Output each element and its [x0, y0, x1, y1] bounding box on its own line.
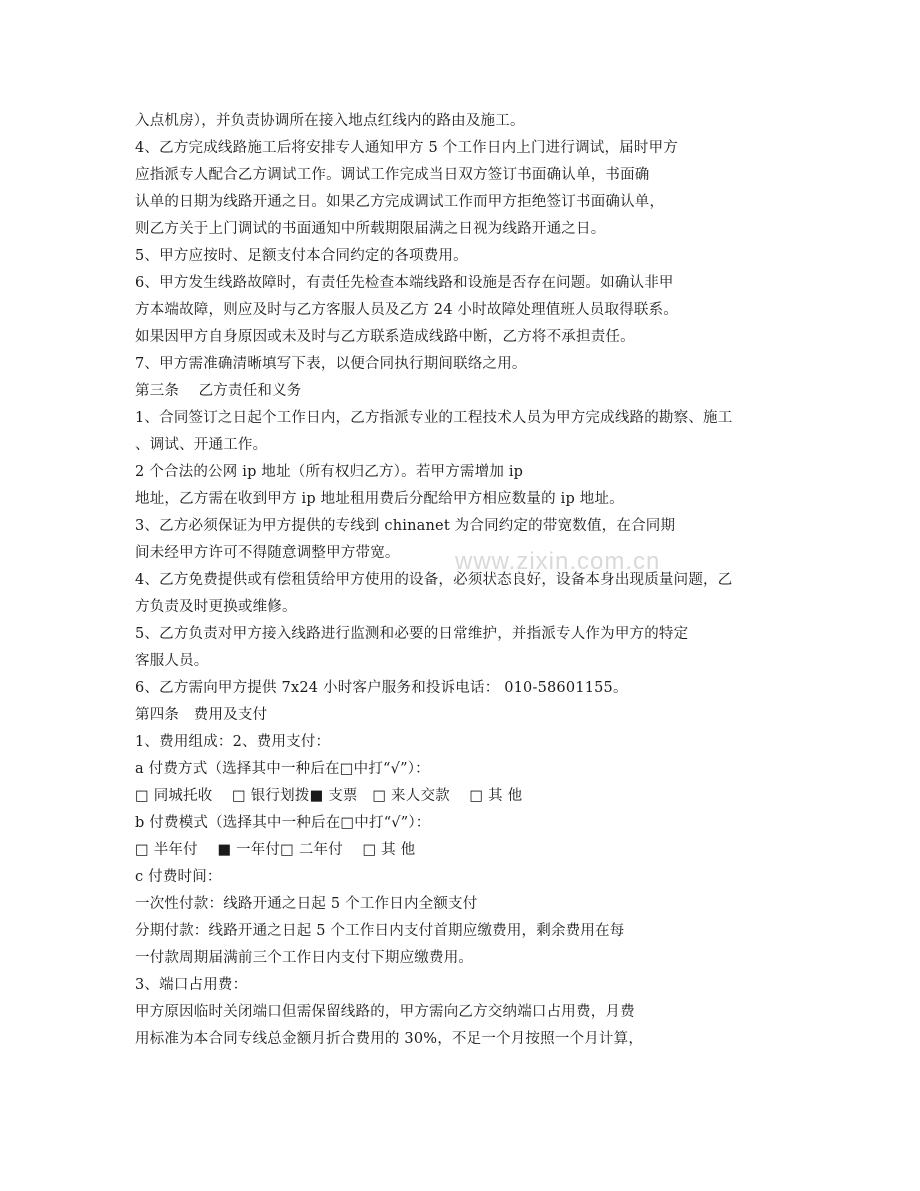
- document-body: [135, 108, 795, 1053]
- text-line: 地址，乙方需在收到甲方 ip 地址租用费后分配给甲方相应数量的 ip 地址。: [135, 491, 624, 507]
- text-line: 应指派专人配合乙方调试工作。调试工作完成当日双方签订书面确认单，书面确: [135, 167, 650, 183]
- text-line: 6、甲方发生线路故障时，有责任先检查本端线路和设施是否存在问题。如确认非甲: [135, 275, 674, 291]
- text-line: 6、乙方需向甲方提供 7x24 小时客户服务和投诉电话： 010-58601155。: [135, 680, 628, 696]
- section-heading: 第三条 乙方责任和义务: [135, 383, 302, 399]
- text-line: 3、端口占用费：: [135, 977, 248, 993]
- text-line: 、调试、开通工作。: [135, 437, 268, 453]
- text-line: 4、乙方免费提供或有偿租赁给甲方使用的设备，必须状态良好，设备本身出现质量问题，乙: [135, 572, 733, 588]
- text-line: a 付费方式（选择其中一种后在□中打“√”）：: [135, 761, 430, 777]
- text-line: 3、乙方必须保证为甲方提供的专线到 chinanet 为合同约定的带宽数值，在合同期: [135, 518, 676, 534]
- text-line: 方本端故障，则应及时与乙方客服人员及乙方 24 小时故障处理值班人员取得联系。: [135, 302, 678, 318]
- text-line: 1、合同签订之日起个工作日内，乙方指派专业的工程技术人员为甲方完成线路的勘察、施工: [135, 410, 733, 426]
- text-line: 4、乙方完成线路施工后将安排专人通知甲方 5 个工作日内上门进行调试，届时甲方: [135, 140, 678, 156]
- checkbox-options-line: □ 同城托收 □ 银行划拨■ 支票 □ 来人交款 □ 其 他: [135, 788, 523, 804]
- text-line: 用标准为本合同专线总金额月折合费用的 30%，不足一个月按照一个月计算，: [135, 1031, 644, 1047]
- checkbox-options-line: □ 半年付 ■ 一年付□ 二年付 □ 其 他: [135, 842, 416, 858]
- text-line: 则乙方关于上门调试的书面通知中所载期限届满之日视为线路开通之日。: [135, 221, 606, 237]
- text-line: 5、甲方应按时、足额支付本合同约定的各项费用。: [135, 248, 468, 264]
- text-line: 1、费用组成：2、费用支付：: [135, 734, 331, 750]
- text-line: 客服人员。: [135, 653, 209, 669]
- watermark: www.zixin.com.cn: [455, 548, 661, 575]
- text-line: 一次性付款：线路开通之日起 5 个工作日内全额支付: [135, 896, 478, 912]
- text-line: 2 个合法的公网 ip 地址（所有权归乙方）。若甲方需增加 ip: [135, 464, 524, 480]
- section-heading: 第四条 费用及支付: [135, 707, 268, 723]
- text-line: 分期付款：线路开通之日起 5 个工作日内支付首期应缴费用，剩余费用在每: [135, 923, 625, 939]
- text-line: c 付费时间：: [135, 869, 222, 885]
- text-line: 入点机房），并负责协调所在接入地点红线内的路由及施工。: [135, 113, 525, 129]
- text-line: 认单的日期为线路开通之日。如果乙方完成调试工作而甲方拒绝签订书面确认单，: [135, 194, 665, 210]
- text-line: 甲方原因临时关闭端口但需保留线路的，甲方需向乙方交纳端口占用费，月费: [135, 1004, 635, 1020]
- text-line: b 付费模式（选择其中一种后在□中打“√”）：: [135, 815, 431, 831]
- text-line: 如果因甲方自身原因或未及时与乙方联系造成线路中断，乙方将不承担责任。: [135, 329, 635, 345]
- text-line: 7、甲方需准确清晰填写下表，以便合同执行期间联络之用。: [135, 356, 527, 372]
- text-line: 间未经甲方许可不得随意调整甲方带宽。: [135, 545, 400, 561]
- text-line: 方负责及时更换或维修。: [135, 599, 297, 615]
- text-line: 一付款周期届满前三个工作日内支付下期应缴费用。: [135, 950, 474, 966]
- text-line: 5、乙方负责对甲方接入线路进行监测和必要的日常维护，并指派专人作为甲方的特定: [135, 626, 689, 642]
